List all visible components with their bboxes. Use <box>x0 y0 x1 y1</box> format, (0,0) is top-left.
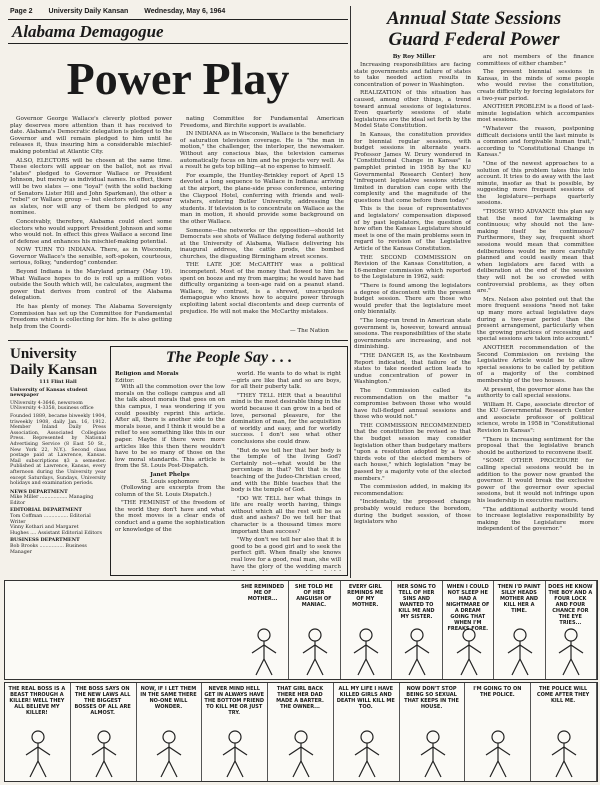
column-paragraph: REALIZATION of this situation has caused, among other things, a trend toward annual sessions of legislatures. Even quarterly sessions of state legislatures are the ideal set forth by the Model State Constitution. <box>354 90 471 130</box>
editorial-paragraph: Beyond Indiana is the Maryland primary (May 19). What Wallace hopes to do is roll up a million votes outside the South which will, he calculates, augment the power that derives from control of the Alabama delegation. <box>10 269 172 302</box>
cartoon-figure <box>500 627 540 677</box>
column-paragraph: "There is increasing sentiment for the proposal that the legislative branch should be authorized to reconvene itself. <box>477 436 594 456</box>
speech-text: EVERY GIRL REMINDS ME OF MY MOTHER. <box>347 584 384 608</box>
column-paragraph: "Whatever the reason, postponing difficult decisions until the last minute is a common and forgivable human trait," according to "Constitutional Change in Kansas." <box>477 125 594 159</box>
column-paragraph: "The additional authority would tend to increase legislative responsibility by making the Legislature more independent of the governor." <box>477 506 594 533</box>
column-paragraph: ANOTHER recommendation of the Second Commission on revising the Legislative Article would be to allow special sessions to be called by petition of a majority of the combined membership of the two houses. <box>477 344 594 384</box>
editorial-bottom-rule <box>8 340 348 341</box>
cartoon-panel <box>238 581 289 679</box>
editorial-kicker: Alabama Demagogue <box>12 22 164 41</box>
editorial-paragraph: He has plenty of money. The Alabama Sovereignty Commission has set up the Committee for Fundamental Freedoms which is collecting for him. He is also getting help from the Coordi- <box>10 304 172 330</box>
column-paragraph: "There is found among the legislators a degree of discontent with the present budget session. There are those who would prefer that the legislature meet only biennially. <box>354 283 471 316</box>
editorial-column-2 <box>180 116 344 326</box>
column-paragraph: William H. Cape, associate director of the KU Governmental Research Center and associate professor of political science, wrote in 1958 in "Constitutional Revision in Kansas": <box>477 401 594 435</box>
column-paragraph: "THE DANGER IS, as the Kestnbaum Report indicated, that failure of the states to take needed action leads to undue concentration of power in Washington." <box>354 352 471 386</box>
cartoon-panel <box>341 581 392 679</box>
column-paragraph: The Commission called its recommendation on the matter "a compromise between those who would have full-fledged annual sessions and those who would not." <box>354 387 471 421</box>
speech-text: THAT GIRL BACK THERE HER DAD MADE A BARTER. THE OWNER... <box>276 686 324 710</box>
news-department-label: NEWS DEPARTMENT <box>10 488 68 495</box>
column-headline-line-2: Guard Federal Power <box>388 29 560 50</box>
cartoon-figure <box>346 627 386 677</box>
letter-salutation: Editor: <box>115 377 135 384</box>
speech-text: SHE TOLD ME OF HER ANGUISH OF MANIAC. <box>294 584 333 608</box>
speech-text: THE BOSS SAYS ON THE NEW LAWS ALL THE BIGGEST BOSSES OF ALL ARE ALMOST. <box>74 686 131 716</box>
cartoon-panel <box>400 683 466 781</box>
cartoon-figure <box>397 627 437 677</box>
letter-signature: Janet Phelps <box>150 471 190 478</box>
editorial-staff: Tom Coffman ................ Editorial Writer Vinny Kothari and Margaret Hughes .... Assistant Editorial Editors <box>10 514 102 536</box>
cartoon-strip-top <box>4 580 598 680</box>
cartoon-figure <box>347 729 387 779</box>
letters-column-2 <box>231 371 341 571</box>
column-paragraph: Increasing responsibilities are facing state governments and failure of states to take needed action results in concentration of power in Washington. <box>354 62 471 88</box>
cartoon-figure <box>215 729 255 779</box>
speech-text: ALL MY LIFE I HAVE KILLED GIRLS AND DEATH WILL KILL ME TOO. <box>336 686 395 710</box>
column-headline-line-1: Annual State Sessions <box>386 8 562 29</box>
column-paragraph: This is the issue of representatives and legislators' compensation disposed of by past legislators, the question of how often the Kansas Legislature should meet is one of the main problems seen in regard to revision of the Legislative Article of the Kansas Constitution. <box>354 206 471 253</box>
column-paragraph: Mrs. Nelson also pointed out that the more frequent sessions "need not take up many more actual legislative days during a two-year period than the present arrangement, particularly when the growing practices of recessing and special sessions are taken into account." <box>477 296 594 343</box>
column-divider <box>350 6 351 578</box>
letters-title: The People Say . . . <box>165 349 293 366</box>
editorial-credit: — The Nation <box>290 328 330 334</box>
editorial-paragraph: ALSO, ELECTORS will be chosen at the same time. These electors will appear on the ballot, not as rival "slates" pledged to Governor Wallace or President Johnson, but merely as individual names. In effect, there will be two slates — one "loyal" (with the solid backing of Senators Lister Hill and John Sparkman), the other a "rebel" or Wallace group — but electors will not appear as slates, nor will any of them be pledged to any nominee. <box>10 157 172 217</box>
cartoon-panel <box>268 683 334 781</box>
column-paragraph: THE COMMISSION RECOMMENDED that the constitution be revised so that the budget session may consider legislation other than budgetary matters "upon a resolution adopted by a two-thirds vote of the elected members of each house," which legislation "may be passed by a majority vote of the elected members." <box>354 422 471 482</box>
page-folio <box>10 8 340 15</box>
speech-text: WHEN I COULD NOT SLEEP HE HAD A NIGHTMARE OF A DREAM GOING THAT WHEN I'M FREAKS FORE. <box>446 584 490 632</box>
cartoon-figure <box>295 627 335 677</box>
speech-text: NOW DON'T STOP BEING SO SEXUAL THAT KEEPS IN THE HOUSE. <box>404 686 459 710</box>
letter-note: (Following are excerpts from the column of the St. Louis Dispatch.) <box>115 485 225 498</box>
letter-heading: Religion and Morals <box>115 371 179 377</box>
editorial-headline: Power Play <box>66 53 290 104</box>
speech-text: THE POLICE WILL COME AFTER THEY KILL ME. <box>536 686 590 704</box>
letter-address: St. Louis sophomore <box>140 478 200 485</box>
column-paragraph: At present, the governor alone has the authority to call special sessions. <box>477 386 594 400</box>
cartoon-strip-bottom <box>4 682 598 782</box>
column-paragraph: ANOTHER PROBLEM is a flood of last-minute legislation which accompanies most sessions. <box>477 104 594 124</box>
column-paragraph: "THOSE WHO ADVANCE this plan say that the need for lawmaking is continuous; why should not the law-making itself be continuous? Furthermore, they say, frequent short sessions would mean that committee deliberations would be more carefully planned and could easily mean that when legislators are faced with a deliberation at the end of the session they will not be so crowded with controversial problems, as they often are." <box>477 209 594 295</box>
column-paragraph: THE SECOND COMMISSION on Revision of the Kansas Constitution, a 16-member commission which reported to the Legislature in 1962, said: <box>354 254 471 281</box>
editorial-paragraph: IN INDIANA as in Wisconsin, Wallace is the beneficiary of saturation television coverage. He is "the man in motion," the challenger, the interloper, the newsmaker. Without any conscious bias, the television cameras automatically focus on him and he projects very well. As a result he gets top billing—at no expense to himself. <box>180 131 344 171</box>
editorial-paragraph: THE LATE JOE McCARTHY was a political incompetent. Most of the money that flowed to him he spent on booze and my from margins; he would have had difficulty organizing a teen-age raid on a peanut stand. Wallace, by contrast, is a shrewd, unscrupulous demagogue who knows how to acquire power through exploiting latent social discontents and deep currents of prejudice. He will not make the McCarthy mistakes. <box>180 262 344 315</box>
masthead-nameplate: University Daily Kansan <box>10 346 98 378</box>
column-paragraph: "The long-run trend in American state government is, however, toward annual sessions. The responsibilities of the state governments are increasing, and not diminishing. <box>354 317 471 351</box>
column-paragraph: In Kansas, the constitution provides for biennial regular sessions, with budget sessions in alternate years. Professor James W. Drury wondered in "Constitutional Change in Kansas" (a pamphlet printed in 1958 by the KU Governmental Research Center) how "infrequent legislative sessions strictly limited in duration can cope with the complexity and the magnitude of the questions that come before them today." <box>354 131 471 204</box>
column-paragraph: The present biennial sessions in Kansas, in the minds of some people who would revise the constitution, create difficulty by forcing legislators for a two-year period. <box>477 69 594 102</box>
cartoon-panel <box>531 683 597 781</box>
cartoon-panel <box>392 581 443 679</box>
editorial-paragraph: Someone—the networks or the opposition—should let Democrats see shots of Wallace defying federal authority at the University of Alabama, Wallace delivering his inaugural address, the cattle prods, the bombed churches, the disgusting Birmingham street scenes. <box>180 227 344 260</box>
business-staff: Bob Brooks ................ Business Manager <box>10 544 87 555</box>
speech-text: SHE REMINDED ME OF MOTHER... <box>241 584 285 602</box>
issue-date: Wednesday, May 6, 1964 <box>144 8 226 15</box>
cartoon-figure <box>544 729 584 779</box>
cartoon-figure <box>84 729 124 779</box>
folio-rule <box>8 19 348 20</box>
column-paragraph: "Incidentally, the proposed change probably would reduce the boredom, during the budget session, of those legislators who <box>354 499 471 526</box>
page-number: Page 2 <box>10 8 33 15</box>
cartoon-panel <box>71 683 137 781</box>
cartoon-figure <box>281 729 321 779</box>
cartoon-panel <box>494 581 545 679</box>
letter-body: "THEY TELL HER that a beautiful mind is the most desirable thing in the world because it can grow in a bed of love, personal pleasure, for the domination of man, for the acquisition of worldly and easy, and for worldly success. I don't see what other conclusions she could draw. <box>231 392 341 445</box>
letter-body: "But do we tell her that her body is the temple of the living God? Certainly not—what would be the percentage in that? Yet that is the teaching of the Judeo-Christian creed, and with the Bible teaches that the body is the temple of God. <box>231 447 341 494</box>
letter-body: With all the commotion over the low morals on the college campus and all the talk about morals that goes on on this campus, I was wondering if you could possibly reprint this article. After all, there is another side to the morals issue, and I think it would be a relief to see something like this in our paper. Maybe if there were more articles like this then there wouldn't have to be so many of those on the low moral standards. This article is from the St. Louis Post-Dispatch. <box>115 384 225 470</box>
column-body-1 <box>354 62 471 574</box>
masthead-phones: UNiversity 4-3646, newsroom UNiversity 4-3358, business office <box>10 400 94 412</box>
speech-text: DOES HE KNOW THE BOY AND A FOUR LOCK AND FOUR CHANCE FOR THE EYE TRIES... <box>548 584 593 626</box>
speech-text: NOW, IF I LET THEM IN THE SAME THERE NO-ONE WILL WONDER. <box>140 686 197 710</box>
column-paragraph: "SOME OTHER PROCEDURE for calling special sessions would be in addition to the power now granted the governor. It would break the exclusive power of the governor over special sessions, but it would not infringe upon his leadership in executive matters. <box>477 458 594 504</box>
masthead <box>10 346 106 578</box>
column-paragraph: are not members of the finance committees of either chamber." <box>477 54 594 67</box>
cartoon-figure <box>18 729 58 779</box>
letters-column-1 <box>115 371 225 571</box>
editorial-paragraph: nating Committee for Fundamental American Freedoms, and Birchite support is available. <box>180 116 344 129</box>
speech-text: NEVER MIND HELL GET IN ALWAYS HAVE THE BOTTOM FRIEND TO KILL ME OR JUST TRY. <box>204 686 265 716</box>
letter-body: world. He wants to do what is right—girls are like that and so are boys, for all their puberty talk. <box>231 371 341 391</box>
column-headline <box>354 8 594 50</box>
cartoon-panel <box>546 581 597 679</box>
cartoon-figure <box>244 627 284 677</box>
kicker-rule <box>8 43 348 44</box>
editorial-paragraph: For example, the Huntley-Brinkley report of April 15 devoted a long sequence to Wallace in Indiana: arriving at the airport, the plane-side press conference, entering the Claypool Hotel, conferring with friends and well-wishers, entering Butler University, addressing the students. If television is to concentrate on Wallace as the man in motion, it should provide some background on the other Wallace. <box>180 172 344 225</box>
news-staff: Mike Miller .................. Managing Editor <box>10 495 94 506</box>
masthead-address: 111 Flint Hall <box>39 379 77 385</box>
column-paragraph: The commission added, in making its recommendation: <box>354 484 471 497</box>
column-byline: By Roy Miller <box>392 54 436 60</box>
column-paragraph: "One of the newest approaches to a solution of this problem takes this into account. It tries to do away with the last minute, insofar as that is possible, by suggesting more frequent sessions of the legislature—perhaps quarterly sessions. <box>477 160 594 207</box>
speech-text: I'M GOING TO ON THE POLICE. <box>473 686 522 698</box>
cartoon-figure <box>149 729 189 779</box>
paper-name: University Daily Kansan <box>48 8 129 15</box>
cartoon-panel <box>289 581 340 679</box>
masthead-founding: Founded 1889, became biweekly 1904, triweekly 1908, daily Jan. 16, 1912. Member Inland Daily Press Association, Associated Collegiate Press. Represented by National Advertising Service (8 East 50 St., New York 22, N.Y.). Second class postage paid at Lawrence, Kansas. Mail subscriptions $3 a semester. Published at Lawrence, Kansas, every afternoon during the University year except Saturdays, Sundays, University holidays and examination periods. <box>10 413 106 487</box>
speech-text: THEN I'D PAINT SILLY HEADS MOTHER AND KILL HER A TIME. <box>497 584 541 614</box>
cartoon-panel <box>137 683 203 781</box>
masthead-tagline: University of Kansas student newspaper <box>10 386 88 399</box>
business-department-label: BUSINESS DEPARTMENT <box>10 537 80 544</box>
letter-quote: "THE FEMINIST of the freedom of the world they don't have and what the most moves is a clear ends of conduct and a game the sophistication or knowledge of the <box>115 500 225 533</box>
cartoon-blank-panel <box>5 581 238 679</box>
cartoon-figure <box>413 729 453 779</box>
cartoon-figure <box>478 729 518 779</box>
cartoon-panel <box>5 683 71 781</box>
editorial-column-1 <box>10 116 172 338</box>
letter-body: "DO WE TELL her what things in life are really worth having, things without which all the rest will be as dust and ashes? Do we tell her that character is a thousand times more important than success? <box>231 495 341 535</box>
column-body-2 <box>477 54 594 574</box>
editorial-paragraph: NOW TURN TO INDIANA. There, as in Wisconsin, Governor Wallace's the sensible, soft-spoken, courteous, serious, folksy, "underdog" contender. <box>10 247 172 267</box>
editorial-paragraph: Governor George Wallace's cleverly plotted power play deserves more attention than it has received to date. Alabama's Democratic delegation is pledged to the Governor and will remain pledged to him until he releases it, thus insuring him a considerable mischief-making potential at Atlantic City. <box>10 116 172 155</box>
editorial-paragraph: Conceivably, therefore, Alabama could elect some electors who would support President Johnson and some who would not. In effect this gives Wallace a second line of defense and enhances his mischief-making potential. <box>10 218 172 245</box>
letter-body: "Why don't we tell her also that it is good to be a good girl and to seek the perfect gift. When finally she knows real love for a good, real man, she will have the glory of the wedding march <box>231 537 341 570</box>
cartoon-panel <box>202 683 268 781</box>
editorial-department-label: EDITORIAL DEPARTMENT <box>10 507 82 514</box>
speech-text: THE REAL BOSS IS A BEAST THROUGH A KILLER! WELL THEY ALL BELIEVE MY KILLER! <box>8 686 66 716</box>
letters-box <box>110 346 348 576</box>
cartoon-panel <box>334 683 400 781</box>
cartoon-figure <box>551 627 591 677</box>
cartoon-figure <box>449 627 489 677</box>
speech-text: HER SONG TO TELL OF HER SINS AND WANTED TO KILL ME AND MY SISTER. <box>397 584 436 620</box>
cartoon-panel <box>465 683 531 781</box>
cartoon-panel <box>443 581 494 679</box>
